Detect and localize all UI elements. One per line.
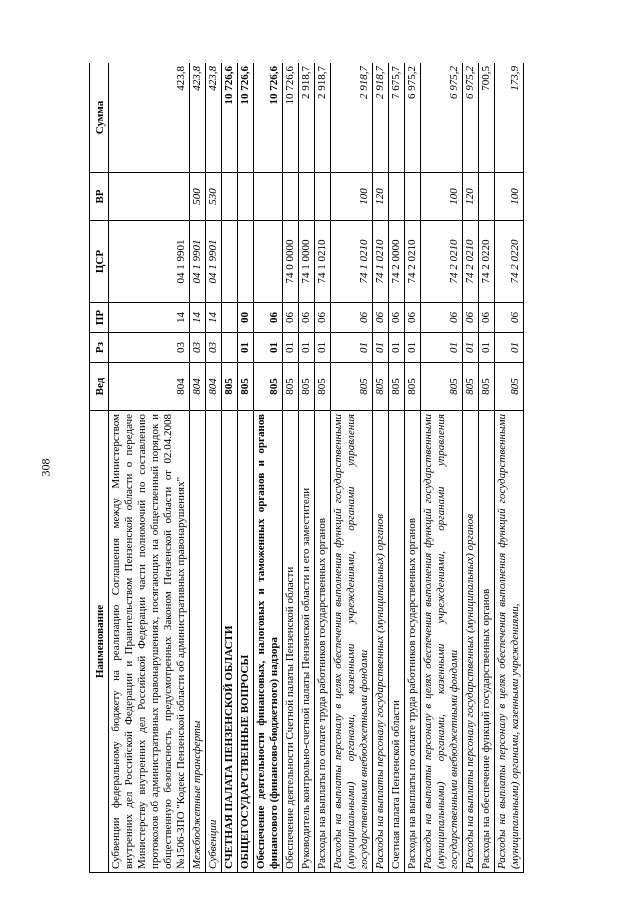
cell-name: Межбюджетные трансферты <box>190 411 206 873</box>
cell-csr: 74 2 0210 <box>421 221 463 303</box>
cell-sum: 2 918,7 <box>315 63 331 173</box>
cell-name: СЧЕТНАЯ ПАЛАТА ПЕНЗЕНСКОЙ ОБЛАСТИ <box>222 411 238 873</box>
cell-pr: 06 <box>463 303 479 333</box>
cell-pr: 14 <box>190 303 206 333</box>
cell-name: Расходы на выплаты персоналу в целях обеспечения выполнения функций государственными (муниципальными) органами, казенными учреждениями, органами управления государственными внебюджетными фондами <box>421 411 463 873</box>
cell-pr: 06 <box>299 303 315 333</box>
cell-csr: 74 1 0210 <box>315 221 331 303</box>
cell-rz: 01 <box>479 333 495 363</box>
cell-rz: 01 <box>254 333 283 363</box>
table-row <box>421 63 463 873</box>
cell-pr: 06 <box>254 303 283 333</box>
cell-sum: 173,9 <box>495 63 524 173</box>
header-sum: Сумма <box>90 63 109 173</box>
table-body <box>109 63 524 873</box>
cell-pr <box>222 303 238 333</box>
cell-name: Обеспечение деятельности Счетной палаты Пензенской области <box>283 411 299 873</box>
cell-sum: 10 726,6 <box>238 63 254 173</box>
cell-vr: 100 <box>331 173 373 221</box>
document-area <box>89 63 589 873</box>
cell-pr: 06 <box>331 303 373 333</box>
cell-rz: 03 <box>109 333 190 363</box>
rotated-page <box>89 63 589 873</box>
cell-ved: 805 <box>283 363 299 411</box>
cell-csr <box>238 221 254 303</box>
cell-rz: 01 <box>315 333 331 363</box>
cell-vr <box>389 173 405 221</box>
table-header-row <box>90 63 109 873</box>
cell-vr <box>254 173 283 221</box>
cell-vr: 530 <box>206 173 222 221</box>
table-row <box>495 63 524 873</box>
header-csr: ЦСР <box>90 221 109 303</box>
cell-sum: 10 726,6 <box>222 63 238 173</box>
header-vr: ВР <box>90 173 109 221</box>
cell-rz: 01 <box>373 333 389 363</box>
cell-rz: 01 <box>405 333 421 363</box>
cell-pr: 14 <box>109 303 190 333</box>
cell-ved: 805 <box>389 363 405 411</box>
header-ved: Вед <box>90 363 109 411</box>
cell-csr: 74 2 0220 <box>479 221 495 303</box>
table-row <box>373 63 389 873</box>
table-row <box>479 63 495 873</box>
cell-ved: 805 <box>222 363 238 411</box>
table-row <box>331 63 373 873</box>
cell-csr: 74 2 0000 <box>389 221 405 303</box>
cell-rz: 03 <box>206 333 222 363</box>
table-row <box>254 63 283 873</box>
cell-name: Расходы на выплаты персоналу в целях обеспечения выполнения функций государственными (муниципальными) органами, казенными учреждениями, <box>495 411 524 873</box>
cell-csr: 04 1 9901 <box>109 221 190 303</box>
cell-vr <box>315 173 331 221</box>
table-row <box>222 63 238 873</box>
cell-ved: 805 <box>373 363 389 411</box>
cell-pr: 06 <box>479 303 495 333</box>
cell-sum: 2 918,7 <box>373 63 389 173</box>
cell-sum: 7 675,7 <box>389 63 405 173</box>
cell-name: Обеспечение деятельности финансовых, налоговых и таможенных органов и органов финансового (финансово-бюджетного) надзора <box>254 411 283 873</box>
cell-rz: 01 <box>421 333 463 363</box>
cell-ved: 805 <box>238 363 254 411</box>
cell-name: Расходы на выплаты персоналу в целях обеспечения выполнения функций государственными (муниципальными) органами, казенными учреждениями, органами управления государственными внебюджетными фондами <box>331 411 373 873</box>
cell-csr <box>254 221 283 303</box>
cell-csr: 74 2 0210 <box>405 221 421 303</box>
cell-name: Субвенции федеральному бюджету на реализацию Соглашения между Министерством внутренних дел Российской Федерации и Правительством Пензенской области о передаче Министерству внутренних дел Российской Федерации части полномочий по составлению протоколов об административных правонарушениях, посягающих на общественный порядок и общественную безопасность, предусмотренных Законом Пензенской области от 02.04.2008 №1506-ЗПО "Кодекс Пензенской области об административных правонарушениях" <box>109 411 190 873</box>
cell-pr: 06 <box>283 303 299 333</box>
table-row <box>283 63 299 873</box>
cell-vr <box>479 173 495 221</box>
cell-name: Расходы на выплаты персоналу государственных (муниципальных) органов <box>373 411 389 873</box>
cell-name: ОБЩЕГОСУДАРСТВЕННЫЕ ВОПРОСЫ <box>238 411 254 873</box>
cell-csr: 04 1 9901 <box>206 221 222 303</box>
cell-pr: 06 <box>373 303 389 333</box>
cell-pr: 06 <box>315 303 331 333</box>
cell-sum: 423,8 <box>190 63 206 173</box>
cell-ved: 805 <box>495 363 524 411</box>
cell-sum: 700,5 <box>479 63 495 173</box>
table-row <box>238 63 254 873</box>
cell-rz: 01 <box>495 333 524 363</box>
cell-ved: 805 <box>405 363 421 411</box>
cell-pr: 06 <box>405 303 421 333</box>
table-row <box>405 63 421 873</box>
cell-vr <box>299 173 315 221</box>
cell-name: Руководитель контрольно-счетной палаты Пензенской области и его заместители <box>299 411 315 873</box>
table-row <box>389 63 405 873</box>
cell-pr: 06 <box>421 303 463 333</box>
cell-rz: 01 <box>389 333 405 363</box>
cell-rz: 01 <box>283 333 299 363</box>
cell-csr: 74 0 0000 <box>283 221 299 303</box>
cell-pr: 00 <box>238 303 254 333</box>
page-number: 308 <box>38 458 53 477</box>
cell-ved: 805 <box>421 363 463 411</box>
cell-csr: 74 1 0210 <box>331 221 373 303</box>
cell-vr: 120 <box>373 173 389 221</box>
cell-csr: 74 2 0210 <box>463 221 479 303</box>
cell-vr <box>283 173 299 221</box>
table-row <box>315 63 331 873</box>
header-name: Наименование <box>90 411 109 873</box>
cell-vr: 500 <box>190 173 206 221</box>
cell-ved: 804 <box>206 363 222 411</box>
table-row <box>190 63 206 873</box>
cell-sum: 6 975,2 <box>405 63 421 173</box>
table-row <box>109 63 190 873</box>
cell-rz: 01 <box>331 333 373 363</box>
cell-ved: 804 <box>109 363 190 411</box>
cell-name: Счетная палата Пензенской области <box>389 411 405 873</box>
cell-rz: 01 <box>238 333 254 363</box>
cell-pr: 06 <box>389 303 405 333</box>
table-row <box>463 63 479 873</box>
cell-sum: 6 975,2 <box>463 63 479 173</box>
header-rz: Рз <box>90 333 109 363</box>
cell-vr <box>222 173 238 221</box>
cell-ved: 805 <box>315 363 331 411</box>
cell-rz: 03 <box>190 333 206 363</box>
cell-sum: 10 726,6 <box>254 63 283 173</box>
table-row <box>299 63 315 873</box>
cell-ved: 805 <box>479 363 495 411</box>
cell-vr: 100 <box>495 173 524 221</box>
cell-pr: 06 <box>495 303 524 333</box>
cell-ved: 805 <box>331 363 373 411</box>
cell-vr <box>109 173 190 221</box>
cell-sum: 10 726,6 <box>283 63 299 173</box>
cell-csr: 04 1 9901 <box>190 221 206 303</box>
cell-sum: 423,8 <box>109 63 190 173</box>
cell-csr: 74 2 0220 <box>495 221 524 303</box>
cell-sum: 6 975,2 <box>421 63 463 173</box>
cell-csr <box>222 221 238 303</box>
cell-vr: 120 <box>463 173 479 221</box>
header-pr: ПР <box>90 303 109 333</box>
cell-ved: 804 <box>190 363 206 411</box>
cell-sum: 2 918,7 <box>331 63 373 173</box>
cell-pr: 14 <box>206 303 222 333</box>
cell-vr: 100 <box>421 173 463 221</box>
cell-name: Расходы на обеспечение функций государственных органов <box>479 411 495 873</box>
cell-csr: 74 1 0000 <box>299 221 315 303</box>
cell-vr <box>405 173 421 221</box>
cell-name: Расходы на выплаты персоналу государственных (муниципальных) органов <box>463 411 479 873</box>
cell-ved: 805 <box>299 363 315 411</box>
cell-rz: 01 <box>463 333 479 363</box>
cell-vr <box>238 173 254 221</box>
cell-ved: 805 <box>254 363 283 411</box>
table-row <box>206 63 222 873</box>
cell-ved: 805 <box>463 363 479 411</box>
cell-csr: 74 1 0210 <box>373 221 389 303</box>
cell-rz <box>222 333 238 363</box>
cell-name: Субвенции <box>206 411 222 873</box>
cell-name: Расходы на выплаты по оплате труда работников государственных органов <box>315 411 331 873</box>
budget-table <box>89 63 524 873</box>
cell-sum: 423,8 <box>206 63 222 173</box>
cell-sum: 2 918,7 <box>299 63 315 173</box>
cell-rz: 01 <box>299 333 315 363</box>
cell-name: Расходы на выплаты по оплате труда работников государственных органов <box>405 411 421 873</box>
